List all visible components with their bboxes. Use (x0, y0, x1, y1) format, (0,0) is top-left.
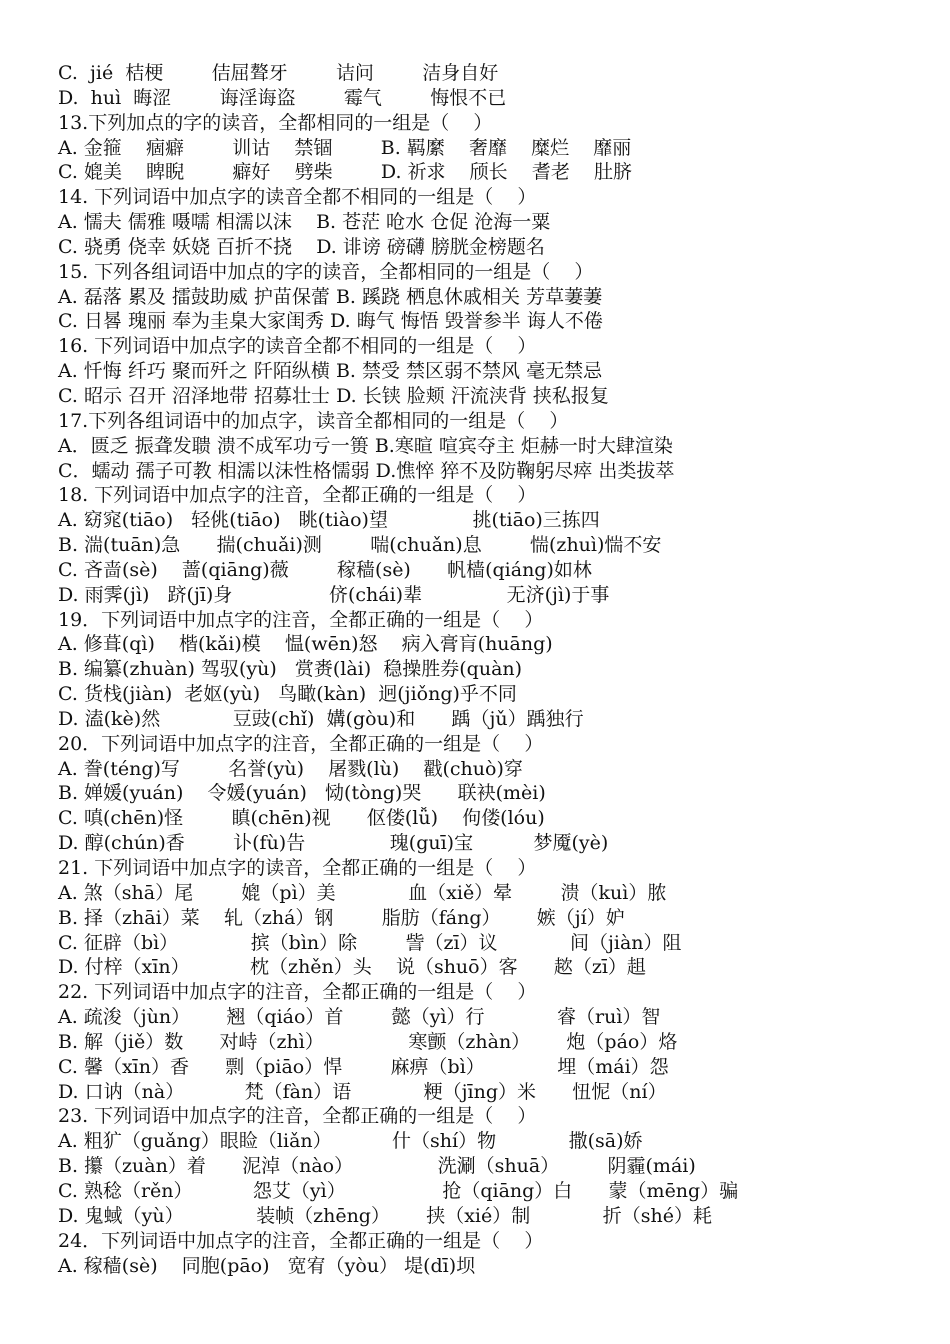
text-line: 20．下列词语中加点字的注音，全都正确的一组是（ ） (58, 732, 544, 755)
text-line: A. 懦夫 儒雅 嗫嚅 相濡以沫 B. 苍茫 呛水 仓促 沧海一粟 (58, 211, 551, 234)
text-line: C. 征辟（bì） 摈（bìn）除 訾（zī）议 间（jiàn）阻 (58, 931, 682, 954)
text-line: D. 鬼蜮（yù） 装帧（zhēng） 挟（xié）制 折（shé）耗 (58, 1204, 712, 1227)
text-line: 16. 下列词语中加点字的读音全都不相同的一组是（ ） (58, 335, 537, 358)
text-line: C. 昭示 召开 沼泽地带 招募壮士 D. 长铗 脸颊 汗流浃背 挟私报复 (58, 384, 609, 407)
text-line: A．匮乏 振聋发聩 溃不成军功亏一篑 B.寒暄 喧宾夺主 炬赫一时大肆渲染 (58, 434, 673, 457)
text-line: B. 婵媛(yuán) 令媛(yuán) 恸(tòng)哭 联袂(mèi) (58, 782, 546, 805)
text-line: 21. 下列词语中加点字的读音，全都正确的一组是（ ） (58, 857, 537, 879)
text-line: A. 金箍 痼癖 训诂 禁锢 B. 羁縻 奢靡 糜烂 靡丽 (58, 136, 632, 159)
text-line: 15. 下列各组词语中加点的字的读音，全都相同的一组是（ ） (58, 260, 594, 283)
text-line: A. 稼穑(sè) 同胞(pāo) 宽宥（yòu） 堤(dī)坝 (58, 1254, 476, 1277)
text-line: A. 煞（shā）尾 媲（pì）美 血（xiě）晕 溃（kuì）脓 (58, 881, 667, 904)
text-line: C. 馨（xīn）香 剽（piāo）悍 麻痹（bì） 埋（mái）怨 (58, 1055, 669, 1078)
text-line: 19．下列词语中加点字的注音，全都正确的一组是（ ） (58, 608, 544, 631)
text-line: C. 熟稔（rěn） 怨艾（yì） 抢（qiāng）白 蒙（mēng）骗 (58, 1179, 739, 1202)
text-line: A. 粗犷（guǎng）眼睑（liǎn） 什（shí）物 撒(sā)娇 (58, 1130, 643, 1153)
text-line: D. 付梓（xīn） 枕（zhěn）头 说（shuō）客 趑（zī）趄 (58, 956, 646, 979)
text-line: C. 吝啬(sè) 蔷(qiāng)薇 稼穑(sè) 帆樯(qiáng)如林 (58, 558, 592, 581)
text-line: D. 口讷（nà） 梵（fàn）语 粳（jīng）米 忸怩（ní） (58, 1080, 667, 1103)
text-line: C. jié 桔梗 佶屈聱牙 诘问 洁身自好 (58, 62, 499, 84)
text-line: C. 媲美 睥睨 癖好 劈柴 D. 祈求 颀长 耆老 肚脐 (58, 161, 632, 184)
text-line: D. 醇(chún)香 讣(fù)告 瑰(guī)宝 梦魇(yè) (58, 832, 609, 855)
text-line: 13.下列加点的字的读音，全都相同的一组是（ ） (58, 111, 493, 134)
text-line: 14. 下列词语中加点字的读音全都不相同的一组是（ ） (58, 186, 537, 209)
text-line: B. 择（zhāi）菜 轧（zhá）钢 脂肪（fáng） 嫉（jí）妒 (58, 906, 625, 929)
text-line: B. 湍(tuān)急 揣(chuǎi)测 喘(chuǎn)息 惴(zhuì)惴不安 (58, 534, 662, 557)
text-line: B. 解（jiě）数 对峙（zhì） 寒颤（zhàn） 炮（páo）烙 (58, 1030, 678, 1053)
text-line: A. 忏悔 纤巧 聚而歼之 阡陌纵横 B. 禁受 禁区弱不禁风 毫无禁忌 (58, 360, 603, 383)
text-line: C．蠕动 孺子可教 相濡以沫性格懦弱 D.憔悴 猝不及防鞠躬尽瘁 出类拔萃 (58, 459, 675, 482)
text-line: A. 窈窕(tiāo) 轻佻(tiāo) 眺(tiào)望 挑(tiāo)三拣四 (58, 509, 600, 532)
text-line: 24．下列词语中加点字的注音，全都正确的一组是（ ） (58, 1229, 544, 1252)
document-body (58, 61, 938, 1278)
text-line: 17.下列各组词语中的加点字，读音全都相同的一组是（ ） (58, 409, 569, 432)
text-line: 22. 下列词语中加点字的注音，全都正确的一组是（ ） (58, 981, 537, 1004)
text-line: C. 嗔(chēn)怪 瞋(chēn)视 伛偻(lǚ) 佝偻(lóu) (58, 807, 545, 830)
text-line: A. 誊(téng)写 名誉(yù) 屠戮(lù) 戳(chuò)穿 (58, 757, 523, 780)
text-line: D. 雨霁(jì) 跻(jī)身 侪(chái)辈 无济(jì)于事 (58, 583, 610, 606)
text-line: A. 修葺(qì) 楷(kǎi)模 愠(wēn)怒 病入膏肓(huāng) (58, 633, 553, 656)
text-line: D. 溘(kè)然 豆豉(chǐ) 媾(gòu)和 踽（jǔ）踽独行 (58, 707, 584, 730)
text-line: B. 攥（zuàn）着 泥淖（nào） 洗涮（shuā） 阴霾(mái) (58, 1155, 696, 1178)
text-line: D. huì 晦涩 诲淫诲盗 霉气 悔恨不已 (58, 86, 507, 109)
text-line: C. 货栈(jiàn) 老妪(yù) 鸟瞰(kàn) 迥(jiǒng)乎不同 (58, 683, 517, 706)
text-line: C. 日晷 瑰丽 奉为圭臬大家闺秀 D. 晦气 悔悟 毁誉参半 诲人不倦 (58, 310, 603, 333)
text-line: B. 编纂(zhuàn) 驾驭(yù) 赏赉(lài) 稳操胜券(quàn) (58, 658, 523, 681)
text-line: 18. 下列词语中加点字的注音，全都正确的一组是（ ） (58, 484, 537, 507)
text-line: 23. 下列词语中加点字的注音，全都正确的一组是（ ） (58, 1105, 537, 1128)
text-line: A. 疏浚（jùn） 翘（qiáo）首 懿（yì）行 睿（ruì）智 (58, 1006, 661, 1029)
text-line: C. 骁勇 侥幸 妖娆 百折不挠 D. 诽谤 磅礴 膀胱金榜题名 (58, 235, 545, 258)
text-line: A. 磊落 累及 擂鼓助威 护苗保蕾 B. 蹊跷 栖息休戚相关 芳草萋萋 (58, 285, 603, 308)
